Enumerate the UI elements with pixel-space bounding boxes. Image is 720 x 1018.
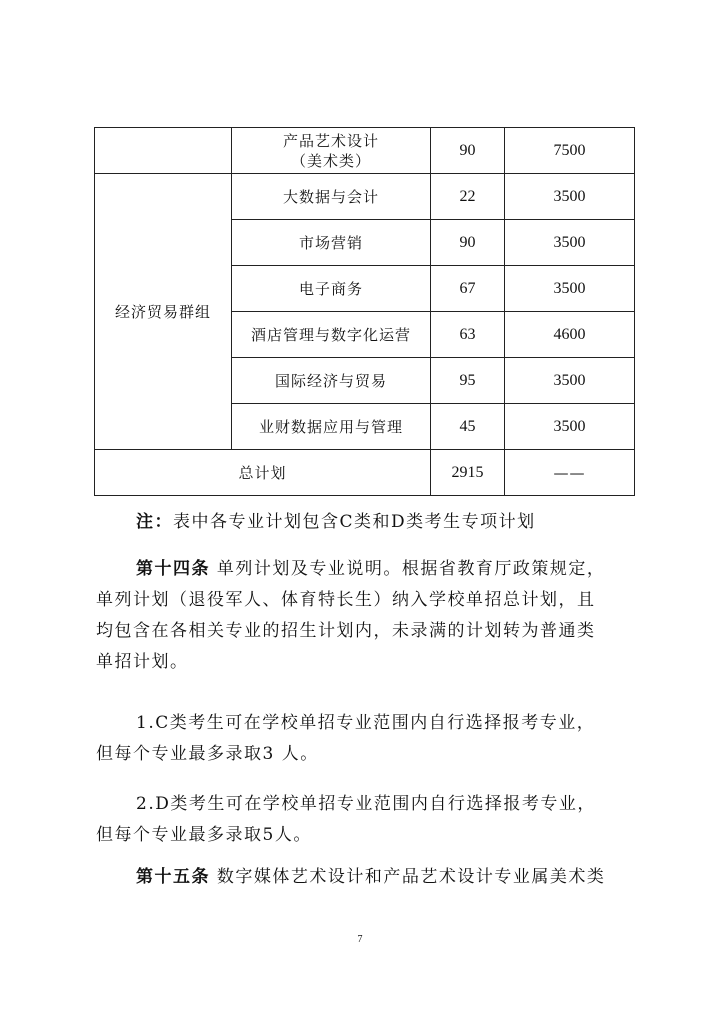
total-fee-cell: —— bbox=[505, 450, 635, 496]
table-row bbox=[95, 174, 635, 220]
tuition-cell: 3500 bbox=[505, 174, 635, 220]
tuition-cell: 4600 bbox=[505, 312, 635, 358]
total-row bbox=[95, 450, 635, 496]
enrollment-plan-table bbox=[94, 127, 635, 496]
table-row bbox=[95, 128, 635, 174]
article-15: 第十五条 数字媒体艺术设计和产品艺术设计专业属美术类 bbox=[136, 867, 606, 887]
page-number: 7 bbox=[357, 934, 363, 945]
total-plan-cell: 2915 bbox=[431, 450, 505, 496]
article-14: 第十四条 单列计划及专业说明。根据省教育厅政策规定， 单列计划（退役军人、体育特长生）纳入学校单招总计划，且 均包含在各相关专业的招生计划内，未录满的计划转为普通类 单招计划。 bbox=[96, 559, 606, 672]
note-text: 表中各专业计划包含C类和D类考生专项计划 bbox=[173, 512, 536, 532]
table-note bbox=[96, 507, 636, 538]
article-15-heading: 第十五条 bbox=[136, 867, 210, 887]
tuition-cell: 3500 bbox=[505, 220, 635, 266]
item-2: 2.D类考生可在学校单招专业范围内自行选择报考专业， 但每个专业最多录取5人。 bbox=[96, 794, 596, 845]
plan-count-cell: 90 bbox=[431, 220, 505, 266]
plan-count-cell: 90 bbox=[431, 128, 505, 174]
major-cell: 大数据与会计 bbox=[232, 174, 431, 220]
plan-count-cell: 63 bbox=[431, 312, 505, 358]
tuition-cell: 3500 bbox=[505, 358, 635, 404]
total-label-cell: 总计划 bbox=[95, 450, 431, 496]
major-cell: 电子商务 bbox=[232, 266, 431, 312]
major-cell: 产品艺术设计 （美术类） bbox=[232, 128, 431, 174]
plan-count-cell: 22 bbox=[431, 174, 505, 220]
tuition-cell: 3500 bbox=[505, 404, 635, 450]
item-1: 1.C类考生可在学校单招专业范围内自行选择报考专业， 但每个专业最多录取3 人。 bbox=[96, 713, 596, 764]
note-label: 注： bbox=[136, 512, 173, 532]
tuition-cell: 7500 bbox=[505, 128, 635, 174]
major-cell: 业财数据应用与管理 bbox=[232, 404, 431, 450]
plan-count-cell: 67 bbox=[431, 266, 505, 312]
major-cell: 酒店管理与数字化运营 bbox=[232, 312, 431, 358]
plan-count-cell: 45 bbox=[431, 404, 505, 450]
group-cell bbox=[95, 128, 232, 174]
group-name-cell: 经济贸易群组 bbox=[95, 174, 232, 450]
plan-count-cell: 95 bbox=[431, 358, 505, 404]
tuition-cell: 3500 bbox=[505, 266, 635, 312]
article-14-heading: 第十四条 bbox=[136, 559, 210, 579]
major-cell: 市场营销 bbox=[232, 220, 431, 266]
major-cell: 国际经济与贸易 bbox=[232, 358, 431, 404]
